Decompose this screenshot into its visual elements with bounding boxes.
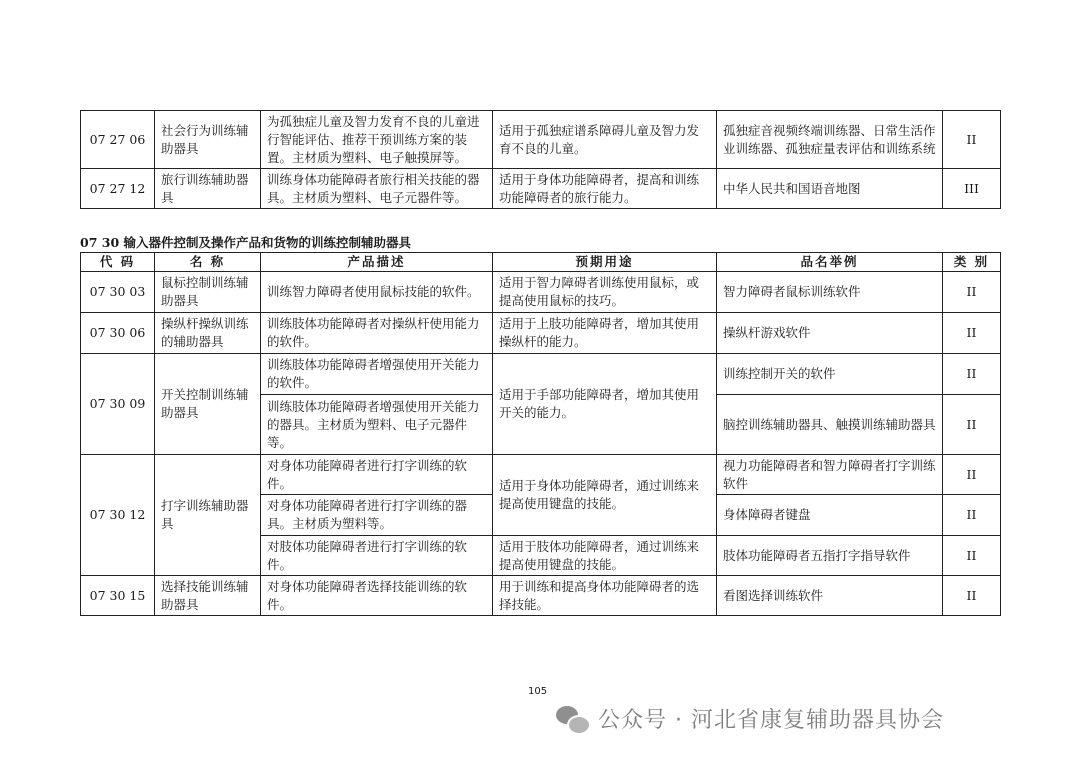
row-class: III [943, 169, 1001, 209]
row-example: 操纵杆游戏软件 [717, 313, 943, 354]
row-class: II [943, 111, 1001, 169]
row-class: II [943, 313, 1001, 354]
row-name: 选择技能训练辅助器具 [155, 576, 261, 616]
product-table [80, 252, 1001, 616]
row-name: 打字训练辅助器具 [155, 455, 261, 576]
row-description: 对身体功能障碍者进行打字训练的器具。主材质为塑料等。 [261, 495, 493, 536]
wechat-icon [556, 704, 590, 734]
row-example: 视力功能障碍者和智力障碍者打字训练软件 [717, 455, 943, 495]
row-class: II [943, 495, 1001, 536]
row-intended-use: 适用于身体功能障碍者，提高和训练功能障碍者的旅行能力。 [493, 169, 717, 209]
row-class: II [943, 576, 1001, 616]
row-code: 07 27 06 [81, 111, 155, 169]
row-intended-use: 适用于肢体功能障碍者，通过训练来提高使用键盘的技能。 [493, 536, 717, 576]
row-name: 操纵杆操纵训练的辅助器具 [155, 313, 261, 354]
row-class: II [943, 395, 1001, 455]
row-code: 07 30 06 [81, 313, 155, 354]
section-heading: 07 30 输入器件控制及操作产品和货物的训练控制辅助器具 [80, 235, 411, 250]
header-example: 品名举例 [717, 253, 943, 272]
row-description: 对身体功能障碍者进行打字训练的软件。 [261, 455, 493, 495]
table-row [81, 313, 1001, 354]
row-code: 07 30 09 [81, 354, 155, 455]
row-description: 训练身体功能障碍者旅行相关技能的器具。主材质为塑料、电子元器件等。 [261, 169, 493, 209]
row-code: 07 27 12 [81, 169, 155, 209]
header-name: 名 称 [155, 253, 261, 272]
row-code: 07 30 12 [81, 455, 155, 576]
row-example: 孤独症音视频终端训练器、日常生活作业训练器、孤独症量表评估和训练系统 [717, 111, 943, 169]
table-row [81, 576, 1001, 616]
table-row [81, 455, 1001, 495]
row-description: 训练肢体功能障碍者对操纵杆使用能力的软件。 [261, 313, 493, 354]
table-row [81, 272, 1001, 313]
row-class: II [943, 354, 1001, 395]
row-intended-use: 适用于智力障碍者训练使用鼠标，或提高使用鼠标的技巧。 [493, 272, 717, 313]
row-code: 07 30 03 [81, 272, 155, 313]
row-description: 对肢体功能障碍者进行打字训练的软件。 [261, 536, 493, 576]
row-intended-use: 适用于手部功能障碍者，增加其使用开关的能力。 [493, 354, 717, 455]
watermark [556, 703, 944, 734]
row-intended-use: 用于训练和提高身体功能障碍者的选择技能。 [493, 576, 717, 616]
watermark-text: 公众号 · 河北省康复辅助器具协会 [598, 708, 944, 733]
row-code: 07 30 15 [81, 576, 155, 616]
row-description: 对身体功能障碍者选择技能训练的软件。 [261, 576, 493, 616]
table-row [81, 169, 1001, 209]
header-code: 代 码 [81, 253, 155, 272]
row-example: 中华人民共和国语音地图 [717, 169, 943, 209]
row-example: 训练控制开关的软件 [717, 354, 943, 395]
row-name: 开关控制训练辅助器具 [155, 354, 261, 455]
row-example: 肢体功能障碍者五指打字指导软件 [717, 536, 943, 576]
row-example: 智力障碍者鼠标训练软件 [717, 272, 943, 313]
row-example: 脑控训练辅助器具、触摸训练辅助器具 [717, 395, 943, 455]
page-number: 105 [528, 686, 548, 697]
row-example: 身体障碍者键盘 [717, 495, 943, 536]
row-description: 训练智力障碍者使用鼠标技能的软件。 [261, 272, 493, 313]
row-name: 鼠标控制训练辅助器具 [155, 272, 261, 313]
row-description: 为孤独症儿童及智力发育不良的儿童进行智能评估、推荐干预训练方案的装置。主材质为塑料、电子触摸屏等。 [261, 111, 493, 169]
header-class: 类 别 [943, 253, 1001, 272]
table-header-row [81, 253, 1001, 272]
row-class: II [943, 272, 1001, 313]
row-description: 训练肢体功能障碍者增强使用开关能力的器具。主材质为塑料、电子元器件等。 [261, 395, 493, 455]
table-row [81, 354, 1001, 395]
continuation-table [80, 110, 1001, 209]
header-description: 产品描述 [261, 253, 493, 272]
row-name: 社会行为训练辅助器具 [155, 111, 261, 169]
row-description: 训练肢体功能障碍者增强使用开关能力的软件。 [261, 354, 493, 395]
row-intended-use: 适用于孤独症谱系障碍儿童及智力发育不良的儿童。 [493, 111, 717, 169]
row-name: 旅行训练辅助器具 [155, 169, 261, 209]
header-intended-use: 预期用途 [493, 253, 717, 272]
table-row [81, 111, 1001, 169]
row-class: II [943, 455, 1001, 495]
row-intended-use: 适用于身体功能障碍者，通过训练来提高使用键盘的技能。 [493, 455, 717, 536]
row-example: 看图选择训练软件 [717, 576, 943, 616]
row-intended-use: 适用于上肢功能障碍者，增加其使用操纵杆的能力。 [493, 313, 717, 354]
row-class: II [943, 536, 1001, 576]
